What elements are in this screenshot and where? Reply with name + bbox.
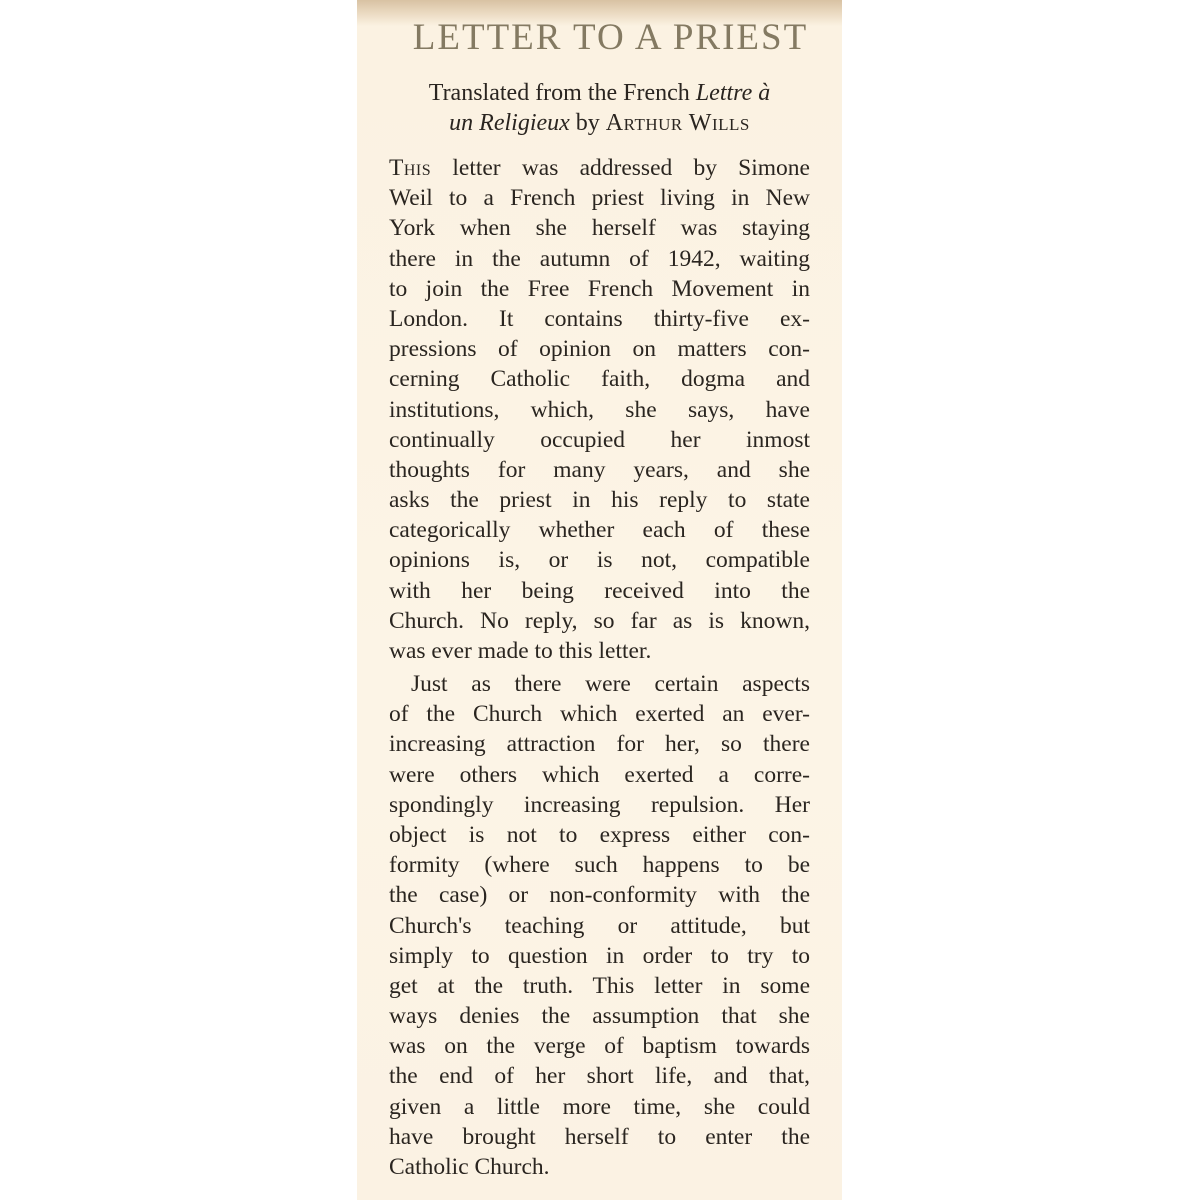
subtitle-line-1 — [389, 78, 810, 108]
text-line: to join the Free French Movement in — [389, 275, 810, 302]
page-title: LETTER TO A PRIEST — [412, 17, 809, 58]
text-line: there in the autumn of 1942, waiting — [389, 245, 810, 272]
text-line: simply to question in order to try to — [389, 942, 810, 969]
text-line: asks the priest in his reply to state — [389, 487, 810, 514]
first-line-rest: letter was addressed by Simone — [431, 155, 810, 181]
text-line: was ever made to this letter. — [389, 638, 652, 664]
text-line: Church's teaching or attitude, but — [389, 912, 810, 939]
text-line: was on the verge of baptism towards — [389, 1033, 810, 1060]
text-line: formity (where such happens to be — [389, 852, 810, 879]
original-title-part-1: Lettre à — [695, 80, 771, 106]
translator-name: Arthur Wills — [605, 110, 750, 136]
subtitle-prefix: Translated from the French — [428, 80, 696, 106]
original-title-part-2: un Religieux — [449, 110, 570, 136]
text-line: were others which exerted a corre- — [389, 761, 810, 788]
text-line: London. It contains thirty-five ex- — [389, 305, 810, 332]
text-line: Church. No reply, so far as is known, — [389, 607, 810, 634]
text-line: continually occupied her inmost — [389, 426, 810, 453]
paragraph-1 — [389, 153, 810, 666]
lead-word: This — [389, 155, 432, 181]
text-line — [389, 153, 810, 183]
text-line: Just as there were certain aspects — [411, 671, 810, 697]
text-line: cerning Catholic faith, dogma and — [389, 366, 810, 393]
text-line: institutions, which, she says, have — [389, 396, 810, 423]
text-line: get at the truth. This letter in some — [389, 972, 810, 999]
text-line: increasing attraction for her, so there — [389, 731, 810, 758]
text-line: have brought herself to enter the — [389, 1123, 810, 1150]
text-line: York when she herself was staying — [389, 215, 810, 242]
text-line: given a little more time, she could — [389, 1093, 810, 1120]
text-line: the end of her short life, and that, — [389, 1063, 810, 1090]
subtitle-line-2 — [389, 108, 810, 138]
text-line: Weil to a French priest living in New — [389, 185, 810, 212]
text-line: thoughts for many years, and she — [389, 456, 810, 483]
text-line: with her being received into the — [389, 577, 810, 604]
paragraph-2 — [389, 669, 810, 1182]
text-line: categorically whether each of these — [389, 517, 810, 544]
text-line: ways denies the assumption that she — [389, 1003, 810, 1030]
text-line: spondingly increasing repulsion. Her — [389, 791, 810, 818]
subtitle-by: by — [569, 110, 606, 136]
text-line: the case) or non-conformity with the — [389, 882, 810, 909]
text-line: of the Church which exerted an ever- — [389, 701, 810, 728]
text-line: Catholic Church. — [389, 1154, 550, 1180]
text-line: object is not to express either con- — [389, 821, 810, 848]
text-line: pressions of opinion on matters con- — [389, 336, 810, 363]
text-line: opinions is, or is not, compatible — [389, 547, 810, 574]
